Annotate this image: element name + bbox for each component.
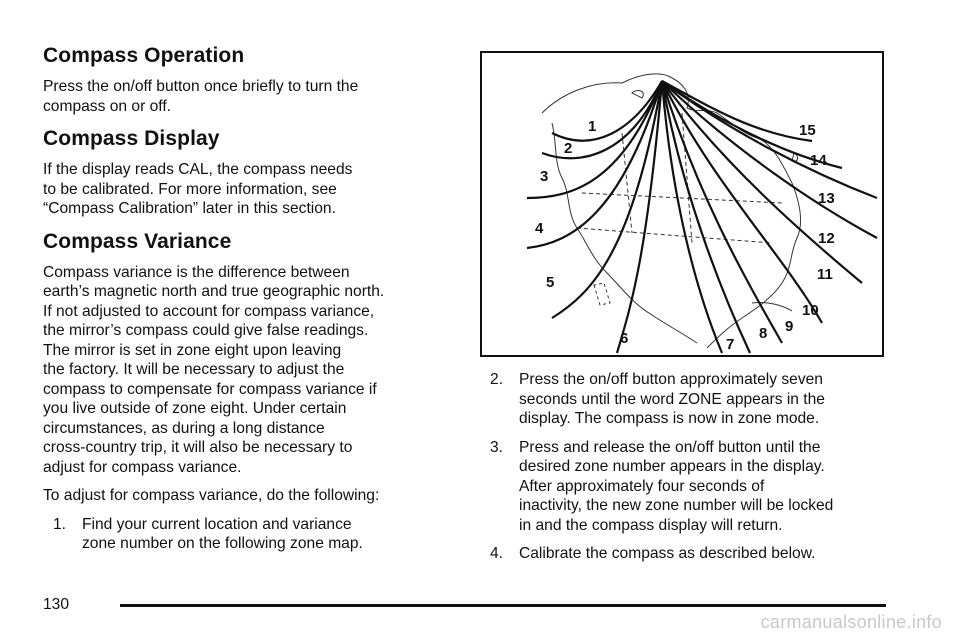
zone-label: 2	[564, 140, 573, 157]
zone-map-graphic	[482, 53, 882, 355]
zone-label: 3	[540, 168, 549, 185]
text-line: seconds until the word ZONE appears in the	[519, 390, 825, 408]
text-line: Press the on/off button approximately seven	[519, 371, 823, 388]
text-line: compass to compensate for compass variance if	[43, 380, 377, 398]
zone-line	[527, 81, 662, 248]
zone-label: 13	[818, 190, 835, 207]
zone-lines	[527, 81, 877, 353]
text-line: earth’s magnetic north and true geographic north.	[43, 283, 385, 300]
step-number: 2.	[490, 371, 504, 388]
step-number: 3.	[490, 438, 504, 456]
text-line: If the display reads CAL, the compass needs	[43, 161, 353, 178]
step-1	[43, 515, 443, 554]
step-number: 1.	[53, 515, 67, 533]
step-number: 4.	[490, 545, 504, 562]
heading-compass-operation: Compass Operation	[43, 44, 245, 67]
text-line: cross-country trip, it will also be necessary to	[43, 439, 353, 456]
step-4	[480, 544, 900, 564]
heading-compass-variance: Compass Variance	[43, 229, 232, 253]
text-line: Compass variance is the difference between	[43, 263, 350, 281]
text-line: After approximately four seconds of	[519, 477, 765, 495]
zone-label: 12	[818, 230, 835, 247]
left-column	[43, 44, 443, 554]
text-line: If not adjusted to account for compass variance,	[43, 302, 375, 320]
coastline	[577, 228, 772, 243]
zone-map	[480, 51, 884, 357]
watermark: carmanualsonline.info	[760, 612, 942, 632]
text-line: circumstances, as during a long distance	[43, 419, 325, 437]
zone-label: 4	[535, 220, 544, 237]
text-line: inactivity, the new zone number will be locked	[519, 497, 834, 514]
intro-text: To adjust for compass variance, do the following:	[43, 487, 380, 504]
text-line: in and the compass display will return.	[519, 516, 783, 534]
step-3	[480, 438, 900, 536]
text-line: Press and release the on/off button until the	[519, 438, 821, 456]
zone-label: 7	[726, 336, 735, 353]
zone-label: 15	[799, 122, 816, 139]
compass-variance-text	[43, 263, 443, 478]
zone-label: 14	[810, 152, 827, 169]
text-line: Press the on/off button once briefly to turn the	[43, 78, 359, 95]
right-column	[480, 370, 900, 564]
text-line: the mirror’s compass could give false readings.	[43, 322, 369, 339]
text-line: “Compass Calibration” later in this section.	[43, 200, 336, 217]
text-line: The mirror is set in zone eight upon leaving	[43, 341, 342, 359]
zone-label: 8	[759, 325, 768, 342]
coastline	[632, 91, 643, 98]
text-line: display. The compass is now in zone mode.	[519, 410, 820, 427]
footer-rule	[120, 604, 886, 607]
text-line: Find your current location and variance	[82, 515, 352, 533]
zone-label: 5	[546, 274, 555, 291]
text-line: to be calibrated. For more information, see	[43, 180, 337, 198]
coastline	[594, 283, 610, 305]
heading-compass-display: Compass Display	[43, 127, 220, 150]
text-line: adjust for compass variance.	[43, 458, 242, 476]
zone-label: 6	[620, 330, 629, 347]
compass-display-text	[43, 160, 443, 219]
zone-label: 10	[802, 302, 819, 319]
compass-operation-text	[43, 77, 443, 116]
text-line: Calibrate the compass as described below.	[519, 545, 816, 562]
zone-label: 9	[785, 318, 794, 335]
text-line: you live outside of zone eight. Under certain	[43, 400, 347, 417]
text-line: compass on or off.	[43, 97, 171, 115]
step-2	[480, 370, 900, 429]
page-number: 130	[43, 596, 70, 613]
text-line: zone number on the following zone map.	[82, 535, 363, 552]
text-line: desired zone number appears in the display.	[519, 458, 825, 475]
text-line: the factory. It will be necessary to adjust the	[43, 361, 345, 378]
zone-line	[662, 81, 862, 283]
zone-label: 1	[588, 118, 597, 135]
zone-label: 11	[817, 266, 833, 283]
